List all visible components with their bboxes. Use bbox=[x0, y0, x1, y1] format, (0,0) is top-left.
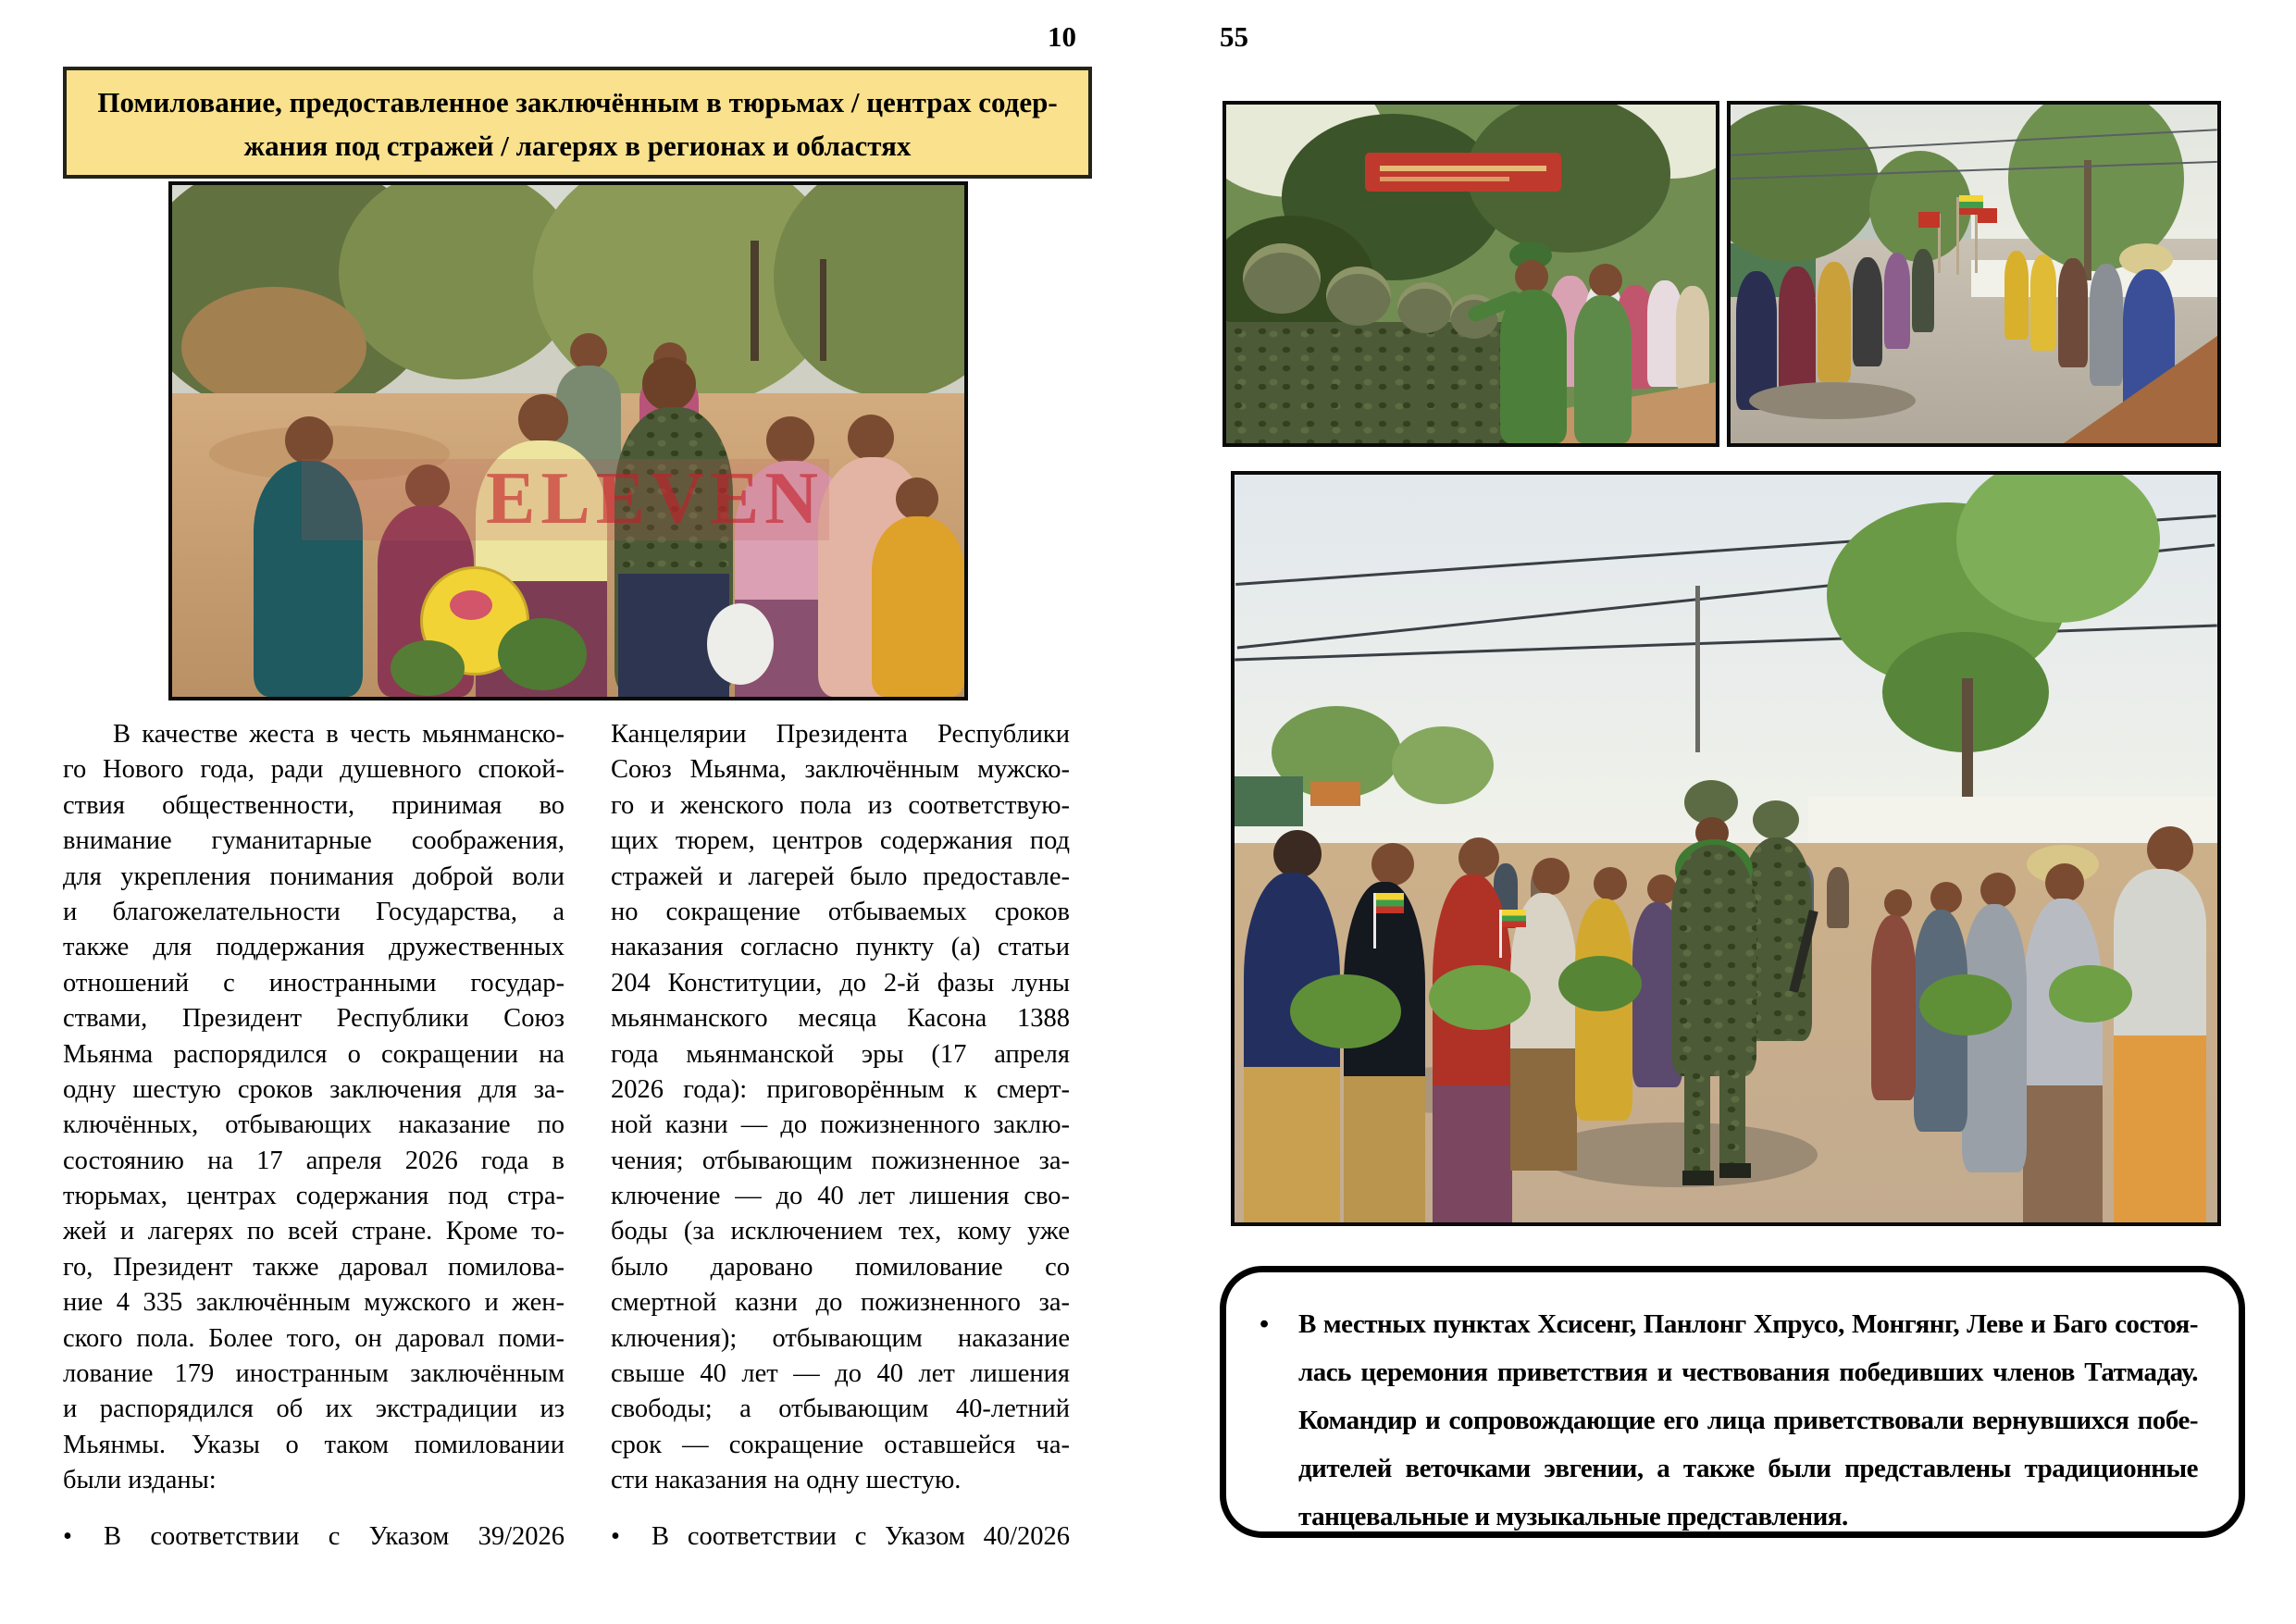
photo1-person-head bbox=[848, 415, 894, 461]
text-line: состоянию на 17 апреля 2026 года в bbox=[63, 1146, 565, 1175]
photo3-crowd bbox=[2030, 254, 2056, 351]
photo1-trunk bbox=[751, 241, 759, 361]
photo-prisoner-release bbox=[168, 181, 968, 700]
photo4-orange-roof bbox=[1310, 782, 1360, 806]
photo4-person-head bbox=[1930, 882, 1962, 913]
text-line: стражей и лагерей было предоставле- bbox=[611, 862, 1070, 891]
photo4-longyi bbox=[1244, 1067, 1340, 1222]
photo4-pole bbox=[1695, 586, 1700, 752]
photo2-helmet bbox=[1397, 282, 1453, 333]
text-line: были изданы: bbox=[63, 1466, 217, 1495]
article-title-box bbox=[63, 67, 1092, 179]
text-line: • В соответствии с Указом 40/2026 bbox=[611, 1519, 1070, 1555]
text-line: и благожелательности Государства, а bbox=[63, 897, 565, 926]
text-line: ского пола. Более того, он даровал поми- bbox=[63, 1323, 565, 1353]
photo3-shadows bbox=[1749, 382, 1916, 419]
photo3-crowd bbox=[2058, 258, 2088, 367]
text-line: смертной казни до пожизненного за- bbox=[611, 1288, 1070, 1318]
text-line: • В местных пунктах Хсисенг, Панлонг Хпрусо, Монгянг, Леве и Баго состоя- bbox=[1298, 1300, 2198, 1348]
photo2-helmet bbox=[1326, 267, 1391, 326]
text-line: ной казни — до пожизненного заклю- bbox=[611, 1110, 1070, 1140]
text-line: ключение — до 40 лет лишения сво- bbox=[611, 1182, 1070, 1211]
body-column-1 bbox=[63, 717, 565, 1555]
photo4-person-head bbox=[1273, 830, 1322, 878]
photo2-red-banner bbox=[1365, 153, 1561, 192]
photo4-longyi bbox=[2023, 1085, 2103, 1222]
text-line: боды (за исключением тех, кому уже bbox=[611, 1217, 1070, 1246]
photo3-red-flag bbox=[1978, 208, 1997, 223]
photo-soldiers-welcome bbox=[1231, 471, 2221, 1226]
photo4-person-head bbox=[1594, 867, 1627, 900]
photo4-person-head bbox=[1980, 873, 2016, 908]
photo4-trunk bbox=[1962, 678, 1973, 808]
text-line: срок — сокращение оставшейся ча- bbox=[611, 1430, 1070, 1459]
text-line: ствия общественности, принимая во bbox=[63, 790, 565, 820]
text-line: ключённых, отбывающих наказание по bbox=[63, 1110, 565, 1140]
photo4-green-roof bbox=[1235, 776, 1303, 826]
photo-road-parade bbox=[1727, 101, 2221, 447]
photo2-banner-text bbox=[1380, 177, 1509, 181]
text-line: го и женского пола из соответствую- bbox=[611, 790, 1070, 820]
photo4-crowd bbox=[1827, 867, 1849, 928]
text-line: наказания согласно пункту (а) статьи bbox=[611, 933, 1070, 962]
photo1-fan-print bbox=[450, 590, 492, 620]
photo4-crowd bbox=[1871, 915, 1916, 1100]
page-number-right: 55 bbox=[1220, 20, 1248, 53]
text-line: щих тюрем, центров содержания под bbox=[611, 826, 1070, 856]
photo4-helmet bbox=[1753, 800, 1799, 839]
photo4-soldier-leg bbox=[1684, 1067, 1710, 1176]
photo4-crowd bbox=[1962, 904, 2027, 1172]
text-line: но сокращение отбываемых сроков bbox=[611, 897, 1070, 926]
text-line: Мьянма распорядился о сокращении на bbox=[63, 1039, 565, 1069]
text-line: Командир и сопровождающие его лица приветствовали вернувшихся побе- bbox=[1298, 1406, 2198, 1435]
text-line: мьянманского месяца Касона 1388 bbox=[611, 1004, 1070, 1034]
watermark-text: ELEVEN bbox=[486, 458, 824, 539]
highlight-callout-box bbox=[1220, 1266, 2245, 1538]
photo3-crowd bbox=[1912, 249, 1934, 332]
photo4-person-head bbox=[1884, 889, 1912, 917]
text-line: тюрьмах, центрах содержания под стра- bbox=[63, 1182, 565, 1211]
photo4-shadow bbox=[1540, 1122, 1818, 1187]
photo3-crowd bbox=[2004, 251, 2029, 340]
photo4-longyi bbox=[1344, 1076, 1425, 1222]
photo4-myanmar-flag bbox=[1502, 910, 1526, 927]
photo4-person-head bbox=[1371, 843, 1414, 886]
photo4-person-head bbox=[1458, 837, 1499, 878]
photo2-aide bbox=[1574, 295, 1632, 443]
photo1-person bbox=[570, 333, 607, 370]
photo1-person-head bbox=[518, 394, 568, 444]
text-line: внимание гуманитарные соображения, bbox=[63, 826, 565, 856]
text-line: В качестве жеста в честь мьянманско- bbox=[113, 720, 565, 749]
photo1-girl-orange bbox=[872, 516, 964, 697]
photo3-trunk bbox=[2084, 160, 2091, 280]
photo4-orange-longyi bbox=[2114, 1035, 2206, 1222]
photo1-tree bbox=[774, 181, 968, 398]
text-line: 2026 года): приговорённым к смерт- bbox=[611, 1074, 1070, 1104]
text-line: свободы; а отбывающим 40-летний bbox=[611, 1395, 1070, 1424]
photo3-crowd bbox=[1853, 257, 1882, 366]
photo4-person-head bbox=[2045, 863, 2084, 902]
text-line: • В соответствии с Указом 39/2026 bbox=[63, 1519, 565, 1555]
text-line: го, Президент также даровал помилова- bbox=[63, 1252, 565, 1282]
text-line: жей и лагерях по всей стране. Кроме то- bbox=[63, 1217, 565, 1246]
photo2-officer-head bbox=[1515, 260, 1548, 293]
photo2-crowd bbox=[1676, 286, 1709, 390]
article-title-line1: Помилование, предоставленное заключённым в тюрьмах / центрах содер- bbox=[97, 86, 1058, 118]
photo4-boot bbox=[1682, 1171, 1714, 1185]
photo3-crowd bbox=[1884, 253, 1910, 349]
text-line: сти наказания на одну шестую. bbox=[611, 1466, 962, 1495]
photo4-branches bbox=[1919, 974, 2012, 1035]
text-line: было даровано помилование со bbox=[611, 1252, 1070, 1282]
text-line: для укрепления понимания доброй воли bbox=[63, 862, 565, 891]
photo2-helmet bbox=[1243, 243, 1321, 314]
photo4-myanmar-flag bbox=[1376, 893, 1404, 913]
photo4-man-white bbox=[2114, 869, 2206, 1054]
text-line: ствами, Президент Республики Союз bbox=[63, 1004, 565, 1034]
photo2-officer bbox=[1500, 290, 1567, 443]
text-line: и распорядился об их экстрадиции из bbox=[63, 1395, 565, 1424]
photo2-soldier-backs bbox=[1226, 322, 1513, 443]
photo1-dry-brush bbox=[181, 287, 366, 407]
photo3-crowd bbox=[1818, 262, 1851, 382]
photo4-branches bbox=[2049, 965, 2132, 1023]
text-line: также для поддержания дружественных bbox=[63, 933, 565, 962]
photo1-branches bbox=[498, 618, 587, 690]
photo4-branches bbox=[1558, 956, 1642, 1011]
article-title-line2: жания под стражей / лагерях в регионах и областях bbox=[243, 130, 912, 162]
photo4-longyi bbox=[1510, 1048, 1577, 1171]
text-line: лование 179 иностранным заключённым bbox=[63, 1359, 565, 1389]
text-line: свыше 40 лет — до 40 лет лишения bbox=[611, 1359, 1070, 1389]
photo4-person-head bbox=[2147, 826, 2193, 873]
photo4-branches bbox=[1429, 965, 1531, 1030]
photo4-longyi bbox=[1433, 1085, 1512, 1222]
text-line: отношений с иностранными государ- bbox=[63, 968, 565, 998]
text-line: чения; отбывающим пожизненное за- bbox=[611, 1146, 1070, 1175]
photo3-crowd bbox=[2090, 264, 2123, 386]
photo-honouring-ceremony bbox=[1222, 101, 1719, 447]
photo2-aide-head bbox=[1589, 264, 1622, 297]
photo3-crowd bbox=[1779, 267, 1816, 396]
text-line: лась церемония приветствия и чествования победивших членов Татмадау. bbox=[1298, 1357, 2198, 1387]
photo1-person-head bbox=[896, 477, 938, 520]
photo1-trunk bbox=[820, 259, 826, 361]
text-line: дителей веточками эвгении, а также были представлены традиционные bbox=[1298, 1454, 2198, 1483]
page-number-left: 10 bbox=[1048, 20, 1076, 53]
photo4-person-head bbox=[1533, 858, 1570, 895]
text-line: ключения); отбывающим наказание bbox=[611, 1323, 1070, 1353]
photo2-banner-text bbox=[1380, 166, 1546, 171]
photo1-plastic-bag bbox=[707, 603, 774, 685]
photo1-branches bbox=[391, 640, 465, 696]
text-line: Мьянмы. Указы о таком помиловании bbox=[63, 1430, 565, 1459]
text-line: одну шестую сроков заключения для за- bbox=[63, 1074, 565, 1104]
photo4-soldier-leg bbox=[1719, 1063, 1745, 1167]
photo1-man-head bbox=[642, 357, 696, 411]
photo3-red-flag bbox=[1918, 212, 1940, 228]
text-line: танцевальные и музыкальные представления. bbox=[1298, 1502, 1848, 1531]
text-line: Союз Мьянма, заключённым мужско- bbox=[611, 755, 1070, 785]
watermark-band bbox=[302, 459, 829, 540]
photo4-boot bbox=[1719, 1163, 1751, 1178]
photo4-branches bbox=[1290, 974, 1401, 1048]
text-line: го Нового года, ради душевного спокой- bbox=[63, 755, 565, 785]
text-line: года мьянманской эры (17 апреля bbox=[611, 1039, 1070, 1069]
text-line: Канцелярии Президента Республики bbox=[611, 720, 1070, 749]
text-line: 204 Конституции, до 2-й фазы луны bbox=[611, 968, 1070, 998]
body-column-2 bbox=[611, 717, 1070, 1555]
text-line: ние 4 335 заключённым мужского и жен- bbox=[63, 1288, 565, 1318]
photo1-person-head bbox=[285, 416, 333, 465]
photo4-tree bbox=[1392, 726, 1494, 804]
photo4-soldier-front bbox=[1671, 845, 1756, 1076]
